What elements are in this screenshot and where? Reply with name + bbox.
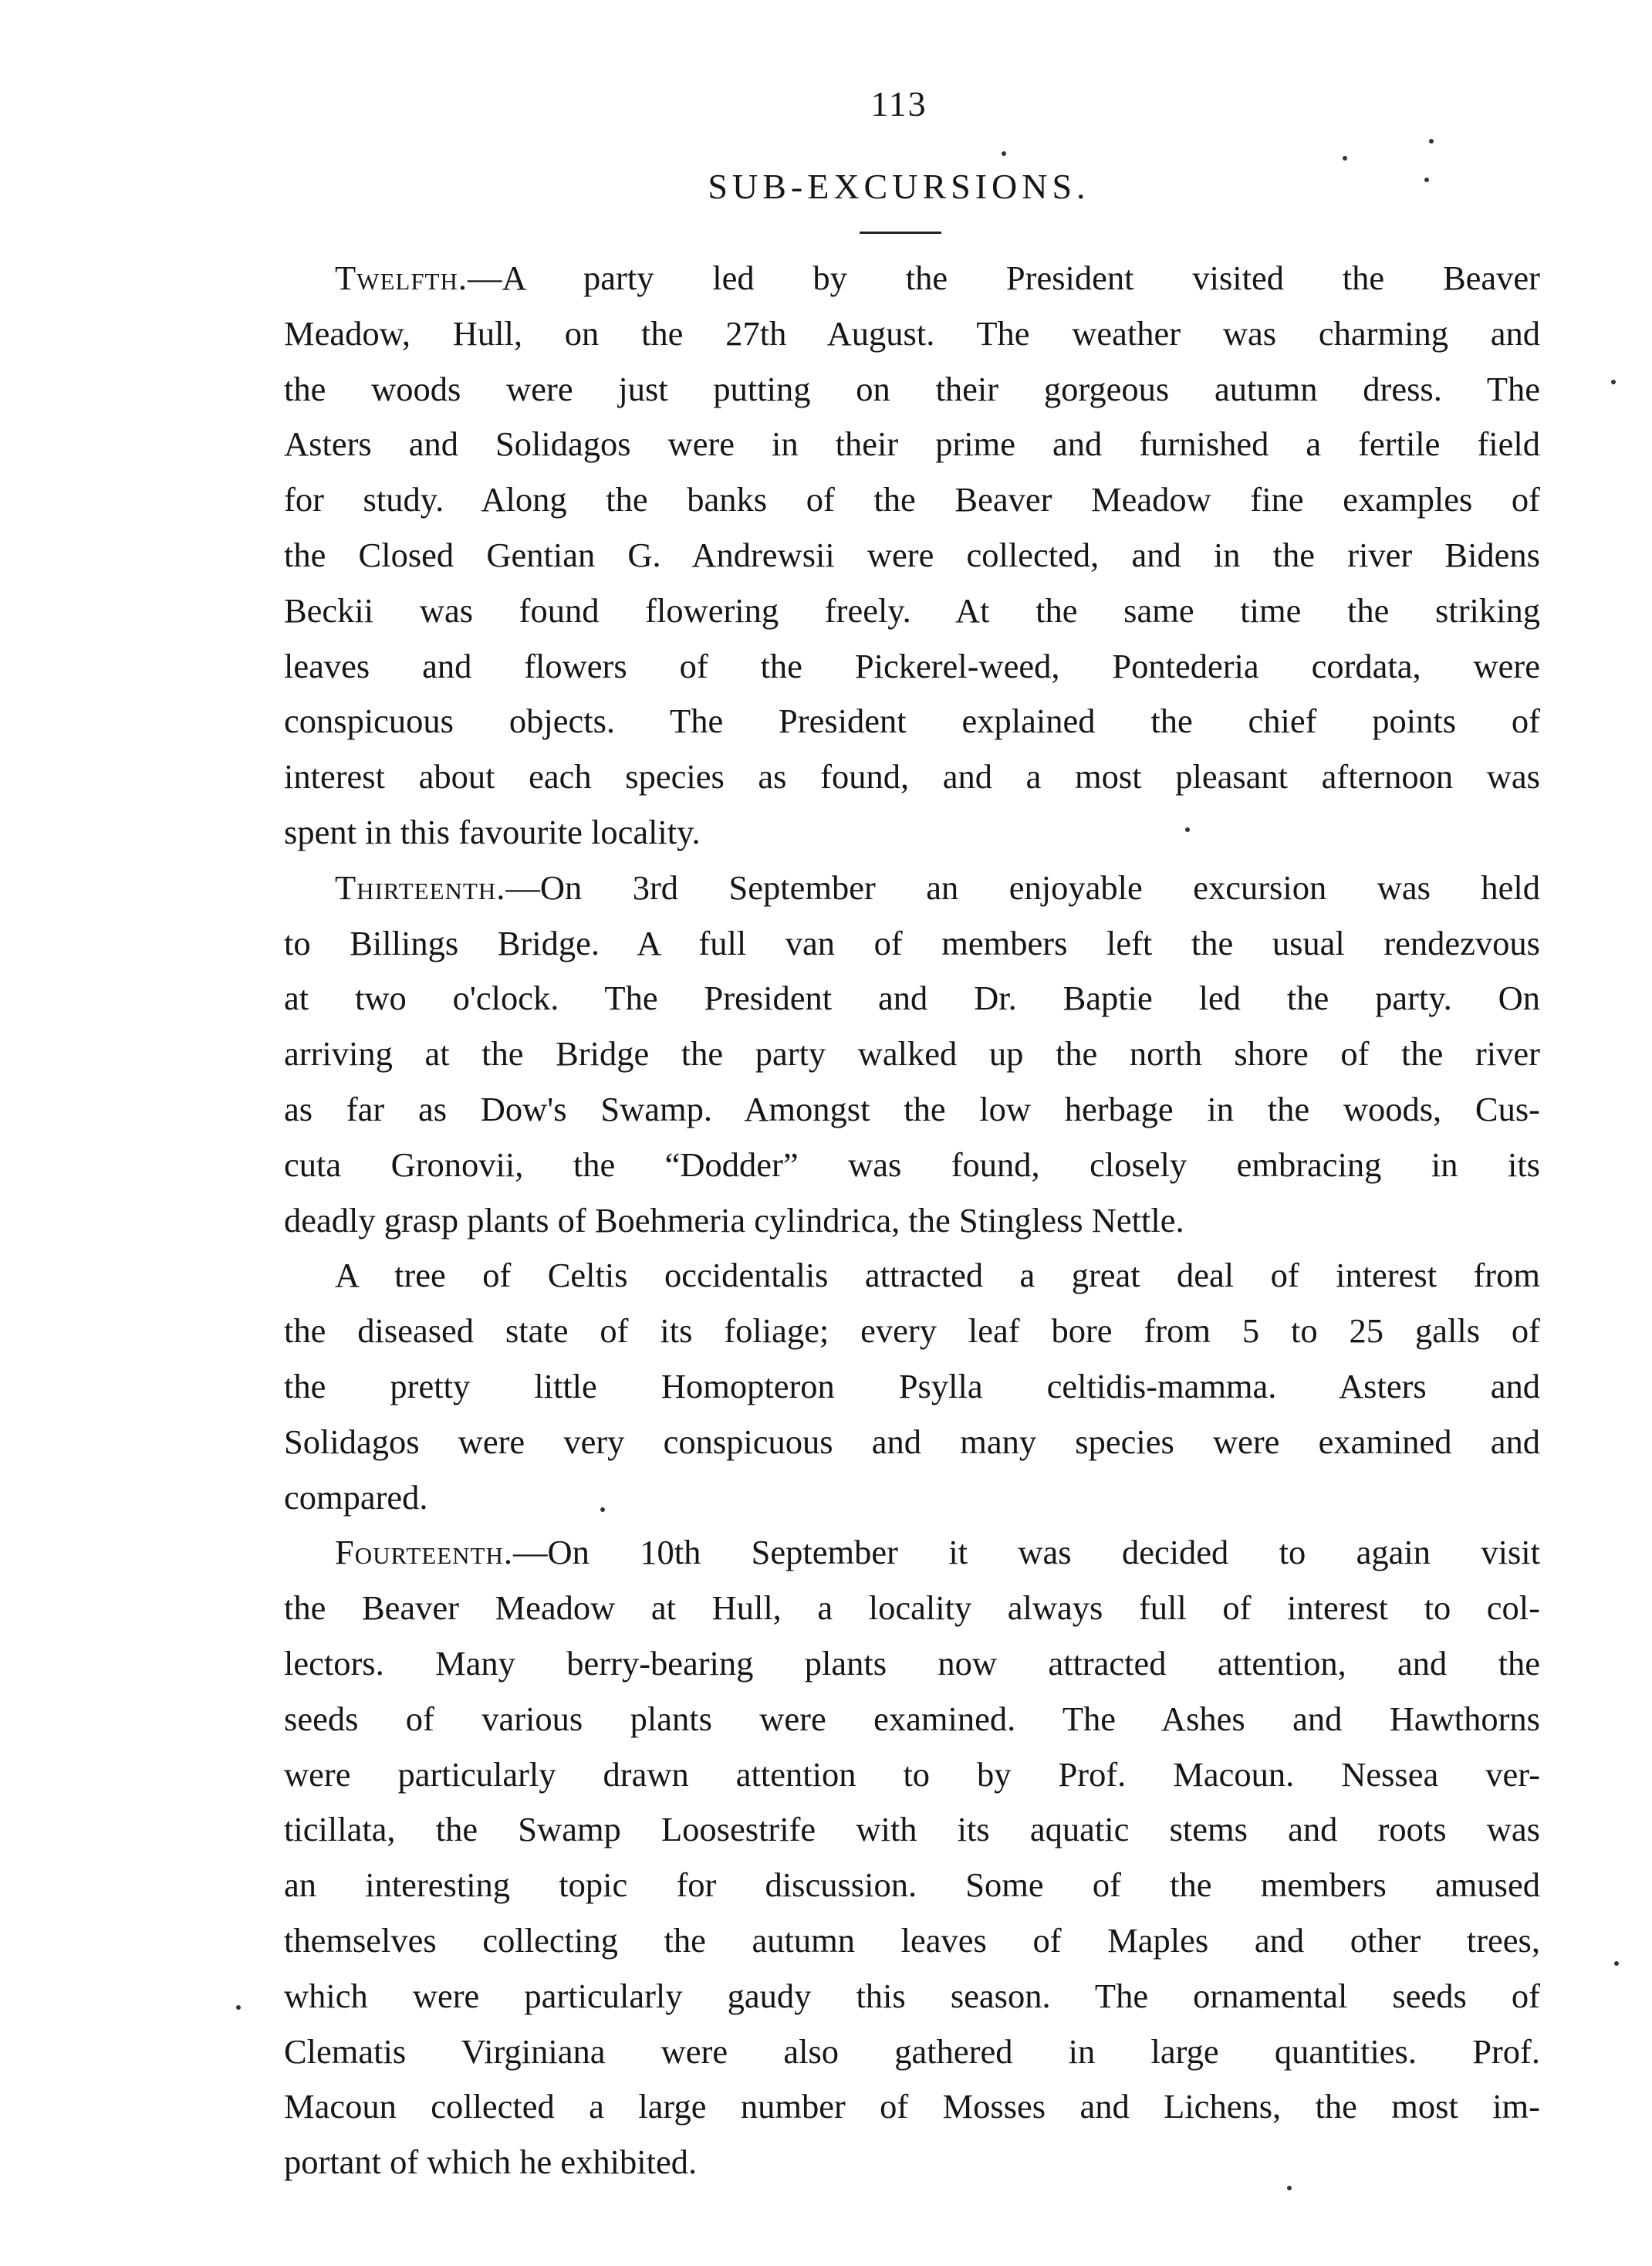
scan-speck [1343,156,1347,161]
text-line: at two o'clock. The President and Dr. Baptie led the party. On [284,979,1540,1018]
text-line: the Closed Gentian G. Andrewsii were collected, and in the river Bidens [284,535,1540,574]
page-number: 113 [870,84,927,123]
scan-speck [236,2005,241,2010]
scan-speck [1429,139,1434,144]
text-line: conspicuous objects. The President explained the chief points of [284,702,1540,741]
text-line: which were particularly gaudy this season. The ornamental seeds of [284,1976,1540,2015]
scan-speck [1614,1961,1619,1966]
text-line: the Beaver Meadow at Hull, a locality always full of interest to col- [284,1588,1540,1628]
text-line: deadly grasp plants of Boehmeria cylindrica, the Stingless Nettle. [284,1200,1184,1240]
scan-speck [1287,2186,1292,2190]
text-line: Clematis Virginiana were also gathered in large quantities. Prof. [284,2031,1540,2071]
text-line: themselves collecting the autumn leaves of Maples and other trees, [284,1920,1540,1960]
text-line: compared. [284,1477,428,1517]
text-line: as far as Dow's Swamp. Amongst the low herbage in the woods, Cus- [284,1089,1540,1128]
text-line: portant of which he exhibited. [284,2143,698,2182]
text-line: A tree of Celtis occidentalis attracted a great deal of interest from [335,1256,1540,1295]
text-line: Solidagos were very conspicuous and many species were examined and [284,1422,1540,1461]
text-line: leaves and flowers of the Pickerel-weed, Pontederia cordata, were [284,646,1540,685]
text-line: for study. Along the banks of the Beaver Meadow fine examples of [284,480,1540,519]
text-line: Fourteenth.—On 10th September it was decided to again visit [335,1533,1540,1572]
text-line: interest about each species as found, and a most pleasant afternoon was [284,757,1540,796]
text-line: Thirteenth.—On 3rd September an enjoyable excursion was held [335,868,1540,907]
text-block [284,251,1540,2190]
text-line: an interesting topic for discussion. Some of the members amused [284,1865,1540,1905]
text-line: Twelfth.—A party led by the President visited the Beaver [335,259,1540,297]
text-line: the woods were just putting on their gorgeous autumn dress. The [284,369,1540,408]
text-line: the diseased state of its foliage; every leaf bore from 5 to 25 galls of [284,1311,1540,1351]
text-line: lectors. Many berry-bearing plants now attracted attention, and the [284,1643,1540,1683]
text-line: seeds of various plants were examined. The Ashes and Hawthorns [284,1699,1540,1738]
paragraph-lead: Thirteenth. [335,868,506,907]
text-line: Beckii was found flowering freely. At the same time the striking [284,590,1540,630]
text-line: ticillata, the Swamp Loosestrife with its aquatic stems and roots was [284,1810,1540,1849]
running-head: SUB-EXCURSIONS. [708,167,1090,206]
head-rule [860,232,941,234]
text-line: arriving at the Bridge the party walked up the north shore of the river [284,1034,1540,1074]
text-line: to Billings Bridge. A full van of members left the usual rendezvous [284,923,1540,962]
text-line: spent in this favourite locality. [284,812,701,851]
text-line: Asters and Solidagos were in their prime and furnished a fertile field [284,424,1540,464]
text-line: Meadow, Hull, on the 27th August. The weather was charming and [284,313,1540,353]
text-line: were particularly drawn attention to by Prof. Macoun. Nessea ver- [284,1754,1540,1794]
text-line: cuta Gronovii, the “Dodder” was found, closely embracing in its [284,1145,1540,1184]
scan-speck [1002,151,1006,156]
paragraph-lead: Fourteenth. [335,1533,513,1572]
scan-speck [1424,178,1429,182]
scan-speck [1185,827,1190,832]
text-line: Macoun collected a large number of Mosses and Lichens, the most im- [284,2087,1540,2126]
text-line: the pretty little Homopteron Psylla celtidis-mamma. Asters and [284,1366,1540,1405]
scan-speck [1611,380,1616,384]
paragraph-lead: Twelfth. [335,259,468,297]
scan-speck [600,1507,605,1512]
